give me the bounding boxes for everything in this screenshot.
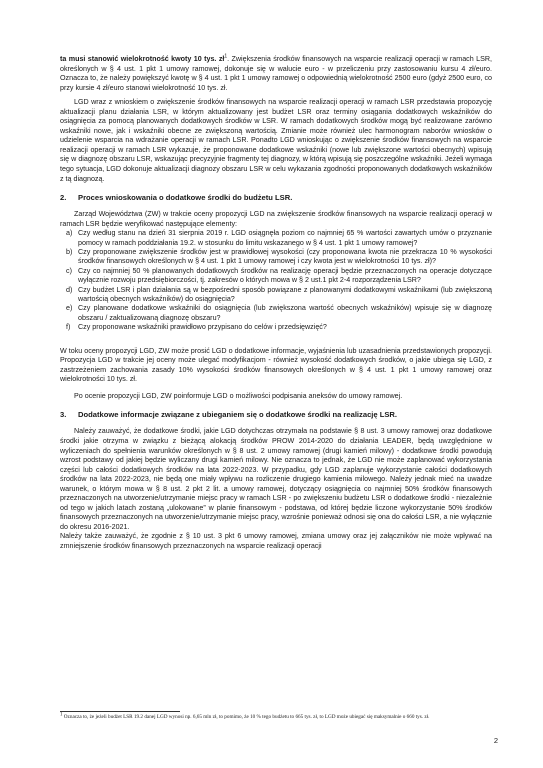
list-item-text: Czy proponowane wskaźniki prawidłowo przypisano do celów i przedsięwzięć? bbox=[78, 323, 327, 332]
document-body bbox=[60, 55, 492, 552]
list-item bbox=[60, 248, 492, 267]
list-item bbox=[60, 286, 492, 305]
page-number: 2 bbox=[493, 736, 498, 745]
list-item bbox=[60, 229, 492, 248]
criteria-list bbox=[60, 229, 492, 332]
intro-paragraph bbox=[60, 55, 492, 93]
list-item bbox=[60, 304, 492, 323]
section-2-paragraph-a: W toku oceny propozycji LGD, ZW może prosić LGD o dodatkowe informacje, wyjaśnienia lub uzasadnienia przedstawionych propozycji. Propozycja LGD w trakcie jej oceny może ulegać modyfikacjom - również wysokość dodatkowych środków, o jakie ubiega się LGD, z zastrzeżeniem zachowania zasady 10% wysokości środków finansowych określonych w § 4 ust. 1 pkt 1 umowy ramowej oraz wielokrotności 10 tys. zł. bbox=[60, 346, 492, 384]
section-2-number: 2. bbox=[60, 193, 67, 203]
budget-update-paragraph: LGD wraz z wnioskiem o zwiększenie środków finansowych na wsparcie realizacji operacji w ramach LSR przedstawia propozycję aktualizacji planu działania LSR, w którym aktualizowany jest budżet LSR oraz terminy osiągania dodatkowych wskaźników do osiągnięcia za pomocą planowanych dodatkowych środków w LSR. W ramach dodatkowych środków mogą być realizowane zarówno wskaźniki nowe, jak i wskaźniki obecne ze zwiększoną wartością. Zmianie może również ulec harmonogram naborów wniosków o udzielenie wsparcia na wdrażanie operacji w ramach LSR. Ponadto LGD wnioskując o zwiększenie środków finansowych na wsparcie realizacji operacji w ramach LSR wykazuje, że proponowane dodatkowe wskaźniki (nowe lub zwiększone wartości obecnych) wpisują się w diagnozę obszaru LSR, wskazując precyzyjnie fragmenty tej diagnozy, w którą wpisują się poszczególne wskaźniki. Jeżeli wymaga tego sytuacja, LGD dokonuje aktualizacji diagnozy obszaru LSR w celu wykazania zgodności proponowanych dodatkowych wskaźników z tą diagnozą. bbox=[60, 98, 492, 183]
section-2-heading bbox=[60, 193, 492, 203]
section-2-intro: Zarząd Województwa (ZW) w trakcie oceny propozycji LGD na zwiększenie środków finansowych na wsparcie realizacji operacji w ramach LSR będzie weryfikować następujące elementy: bbox=[60, 210, 492, 228]
list-marker: d) bbox=[66, 285, 73, 294]
list-item-text: Czy budżet LSR i plan działania są w bezpośredni sposób powiązane z planowanymi dodatkowymi wskaźnikami (lub zwiększoną wartością obecnych wskaźników) do osiągnięcia? bbox=[78, 285, 492, 304]
footnote-text: Oznacza to, że jeżeli budżet LSR 19.2 danej LGD wynosi np. 6,65 mln zł, to pomimo, że 10 % tego budżetu to 665 tys. zł, to LGD może ubiegać się maksymalnie o 660 tys. zł. bbox=[63, 714, 430, 720]
list-marker: a) bbox=[66, 229, 73, 238]
list-marker: f) bbox=[66, 323, 71, 332]
footnote-marker: 1 bbox=[60, 712, 63, 718]
footnote-ref[interactable]: 1 bbox=[224, 53, 228, 60]
list-item-text: Czy planowane dodatkowe wskaźniki do osiągnięcia (lub zwiększona wartość obecnych wskaźników) wpisuje się w diagnozę obszaru / zaktualizowaną diagnozę obszaru? bbox=[78, 304, 492, 322]
list-item-text: Czy według stanu na dzień 31 sierpnia 2019 r. LGD osiągnęła poziom co najmniej 65 % wartości zawartych umów o przyznanie pomocy w ramach poddziałania 19.2. w stosunku do limitu wskazanego w § 4 ust. 1 pkt 1 umowy ramowej? bbox=[78, 229, 492, 247]
section-3-number: 3. bbox=[60, 410, 67, 420]
section-3-paragraph-b: Należy także zauważyć, że zgodnie z § 10 ust. 3 pkt 6 umowy ramowej, zmiana umowy oraz jej załączników nie może wpływać na zmniejszenie środków finansowych przeznaczonych na wsparcie realizacji operacji bbox=[60, 532, 492, 550]
list-marker: b) bbox=[66, 248, 73, 257]
intro-rest: . Zwiększenia środków finansowych na wsparcie realizacji operacji w ramach LSR, określonych w § 4 ust. 1 pkt 1 umowy ramowej, dokonuje się w walucie euro - w przeliczeniu przy zastosowaniu kursu 4 zł/euro. Oznacza to, że należy powiększyć kwotę w § 4 ust. 1 pkt 1 umowy ramowej o odpowiednią wielokrotność 2500 euro (gdyż 2500 euro, co przy kursie 4 zł/euro stanowi wielokrotność 10 tys. zł. bbox=[60, 55, 492, 92]
section-2-title: Proces wnioskowania o dodatkowe środki do budżetu LSR. bbox=[78, 193, 293, 203]
footnote bbox=[60, 714, 492, 721]
section-2-paragraph-b: Po ocenie propozycji LGD, ZW poinformuje LGD o możliwości podpisania aneksów do umowy ramowej. bbox=[74, 391, 403, 400]
list-item bbox=[60, 267, 492, 286]
section-3-paragraph-a: Należy zauważyć, że dodatkowe środki, jakie LGD dotychczas otrzymała na podstawie § 8 ust. 3 umowy ramowej oraz dodatkowe środki jakie otrzyma w związku z bieżącą alokacją środków PROW 2014-2020 do działania LEADER, będą uwzględnione w wyliczeniach do spełnienia warunków określonych w § 8 ust. 2 umowy ramowej (drugi kamień milowy) - dodatkowe środki powodują wzrost podstawy od jakiej będzie wyliczany drugi kamień milowy. Nie oznacza to jednak, że LGD nie może zaplanować wykorzystania części lub całości dodatkowych środków na lata 2022-2023. W przypadku, gdy LGD zaplanuje wykorzystanie całości dodatkowych środków na lata 2022-2023, nie będą one miały wpływu na rozliczenie drugiego kamienia milowego. Należy jednak mieć na uwadze warunek, o którym mowa w § 8 ust. 2 pkt 2 lit. a umowy ramowej, dotyczący osiągnięcia co najmniej 50% środków finansowych przeznaczonych na utworzenie/utrzymanie miejsc pracy w ramach LSR - po zwiększeniu budżetu LSR o dodatkowe środki - niezależnie od tego w jakich latach zostaną „ulokowane” w planie finansowym - podstawa, od której będzie liczone wykorzystanie 50% środków finansowych przeznaczonych na utworzenie/utrzymanie miejsc pracy, wzrośnie ponieważ odnosi się ona do całości LSR, a nie wyłącznie do okresu 2016-2021. bbox=[60, 427, 492, 531]
footnote-separator bbox=[60, 711, 180, 712]
list-item bbox=[60, 323, 492, 332]
section-3-heading bbox=[60, 410, 492, 420]
section-3-title: Dodatkowe informacje związane z ubieganiem się o dodatkowe środki na realizację LSR. bbox=[78, 410, 398, 420]
list-marker: c) bbox=[66, 266, 72, 275]
intro-bold-lead: ta musi stanowić wielokrotność kwoty 10 tys. zł bbox=[60, 55, 225, 63]
list-item-text: Czy proponowane zwiększenie środków jest w prawidłowej wysokości (czy proponowana kwota nie przekracza 10 % wysokości środków finansowych określonych w § 4 ust. 1 pkt 1 umowy ramowej i czy kwota jest w wielokrotności 10 tys. zł)? bbox=[78, 248, 492, 266]
list-item-text: Czy co najmniej 50 % planowanych dodatkowych środków na realizację operacji będzie przeznaczonych na operacje dotyczące wyłącznie rozwoju przedsiębiorczości, tj. zakresów o których mowa w § 2 ust.1 pkt 2-4 rozporządzenia LSR? bbox=[78, 266, 492, 285]
list-marker: e) bbox=[66, 304, 73, 313]
